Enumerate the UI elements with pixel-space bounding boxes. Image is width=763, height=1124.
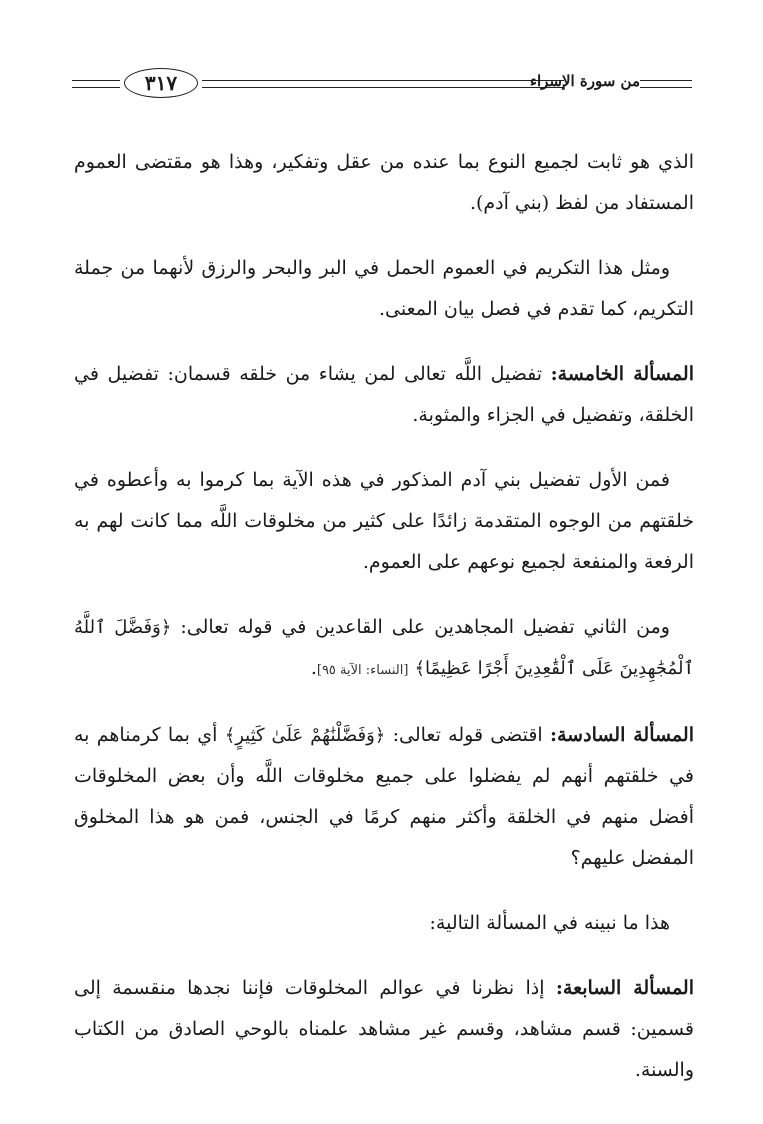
quran-open-bracket: ﴿ (160, 617, 172, 638)
paragraph-end: . (310, 657, 317, 679)
paragraph-4 (74, 460, 694, 583)
header-rule-left (72, 80, 120, 88)
paragraph-8 (74, 968, 694, 1091)
issue-heading: المسألة السابعة: (555, 977, 694, 999)
page-body (74, 142, 694, 1115)
running-title: من سورة الإسراء (529, 72, 640, 90)
quran-verse: وَفَضَّلَ ٱللَّهُ ٱلْمُجَٰهِدِينَ عَلَى ٱلْقَٰعِدِينَ أَجْرًا عَظِيمًا (74, 617, 694, 679)
paragraph-2 (74, 248, 694, 330)
paragraph-text: إذا نظرنا في عوالم المخلوقات فإننا نجدها منقسمة إلى قسمين: قسم مشاهد، وقسم غير مشاهد علمناه بالوحي الصادق من الكتاب والسنة. (74, 977, 694, 1081)
quran-close-bracket: ﴾ (224, 725, 236, 746)
paragraph-3 (74, 354, 694, 436)
verse-reference: [النساء: الآية ٩٥] (316, 663, 409, 678)
paragraph-text: هذا ما نبينه في المسألة التالية: (429, 912, 670, 934)
paragraph-text: ومثل هذا التكريم في العموم الحمل في البر والبحر والرزق لأنهما من جملة التكريم، كما تقدم في فصل بيان المعنى. (74, 257, 694, 320)
quran-open-bracket: ﴿ (374, 725, 386, 746)
page-header (72, 66, 692, 106)
page-number: ٣١٧ (124, 68, 198, 98)
issue-heading: المسألة السادسة: (549, 724, 694, 746)
paragraph-1 (74, 142, 694, 224)
quran-close-bracket: ﴾ (414, 658, 426, 679)
paragraph-6 (74, 715, 694, 879)
paragraph-text: الذي هو ثابت لجميع النوع بما عنده من عقل وتفكير، وهذا هو مقتضى العموم المستفاد من لفظ (بني آدم). (74, 151, 694, 214)
paragraph-text: اقتضى قوله تعالى: (392, 724, 543, 746)
quran-verse: وَفَضَّلْنَٰهُمْ عَلَىٰ كَثِيرٍ (235, 725, 375, 746)
issue-heading: المسألة الخامسة: (550, 363, 694, 385)
paragraph-text: أي بما كرمناهم به في خلقتهم أنهم لم يفضلوا على جميع مخلوقات اللَّه وأن بعض المخلوقات أفضل منهم في الخلقة وأكثر منهم كرمًا في الجنس، فمن هو هذا المخلوق المفضل عليهم؟ (74, 724, 694, 869)
paragraph-7 (74, 903, 694, 944)
paragraph-text: فمن الأول تفضيل بني آدم المذكور في هذه الآية بما كرموا به وأعطوه في خلقتهم من الوجوه المتقدمة زائدًا على كثير من مخلوقات اللَّه مما كانت لهم به الرفعة والمنفعة لجميع نوعهم على العموم. (74, 469, 694, 573)
header-rule-middle (202, 80, 564, 88)
header-rule-right (640, 80, 692, 88)
paragraph-text: تفضيل اللَّه تعالى لمن يشاء من خلقه قسمان: تفضيل في الخلقة، وتفضيل في الجزاء والمثوبة. (74, 363, 694, 426)
paragraph-text: ومن الثاني تفضيل المجاهدين على القاعدين في قوله تعالى: (180, 616, 670, 638)
paragraph-5 (74, 607, 694, 691)
